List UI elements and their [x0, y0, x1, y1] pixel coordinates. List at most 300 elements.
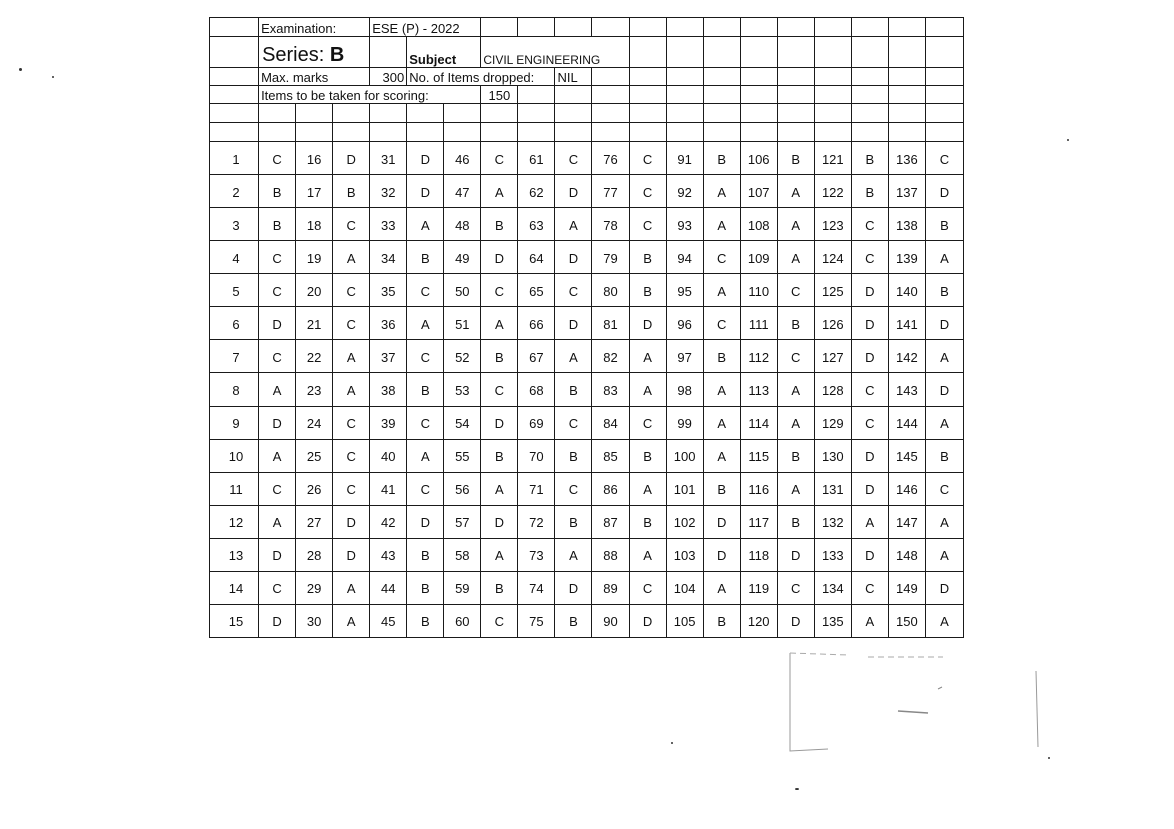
answer-letter: B — [407, 571, 444, 604]
answer-letter: C — [481, 373, 518, 406]
answer-letter: D — [851, 340, 888, 373]
question-number: 10 — [210, 439, 259, 472]
question-number: 16 — [296, 142, 333, 175]
answer-letter: A — [851, 604, 888, 637]
question-number: 3 — [210, 208, 259, 241]
answer-letter: A — [629, 373, 666, 406]
answer-letter: A — [925, 406, 963, 439]
series-value: B — [329, 44, 345, 67]
answer-letter: A — [703, 571, 740, 604]
answer-letter: D — [777, 604, 814, 637]
answer-letter: D — [407, 142, 444, 175]
question-number: 113 — [740, 373, 777, 406]
question-number: 20 — [296, 274, 333, 307]
question-number: 83 — [592, 373, 629, 406]
question-number: 108 — [740, 208, 777, 241]
answer-letter: D — [333, 538, 370, 571]
answer-letter: D — [925, 307, 963, 340]
answer-letter: D — [851, 472, 888, 505]
question-number: 14 — [210, 571, 259, 604]
question-number: 30 — [296, 604, 333, 637]
answer-row — [210, 142, 964, 175]
answer-letter: D — [555, 571, 592, 604]
blank-row — [210, 104, 964, 123]
answer-letter: A — [407, 208, 444, 241]
question-number: 115 — [740, 439, 777, 472]
question-number: 95 — [666, 274, 703, 307]
stamp-outline — [788, 651, 1040, 753]
answer-letter: C — [629, 208, 666, 241]
question-number: 50 — [444, 274, 481, 307]
question-number: 123 — [814, 208, 851, 241]
answer-letter: C — [333, 208, 370, 241]
question-number: 84 — [592, 406, 629, 439]
answer-letter: C — [481, 274, 518, 307]
question-number: 135 — [814, 604, 851, 637]
question-number: 122 — [814, 175, 851, 208]
question-number: 102 — [666, 505, 703, 538]
answer-letter: B — [407, 241, 444, 274]
answer-letter: C — [629, 571, 666, 604]
answer-letter: B — [555, 505, 592, 538]
answer-letter: B — [555, 439, 592, 472]
question-number: 49 — [444, 241, 481, 274]
answer-letter: A — [777, 208, 814, 241]
answer-row — [210, 406, 964, 439]
answer-letter: C — [777, 571, 814, 604]
question-number: 77 — [592, 175, 629, 208]
answer-letter: D — [481, 505, 518, 538]
answer-letter: A — [777, 406, 814, 439]
question-number: 7 — [210, 340, 259, 373]
answer-letter: C — [481, 604, 518, 637]
answer-letter: D — [407, 175, 444, 208]
question-number: 148 — [888, 538, 925, 571]
answer-letter: A — [259, 439, 296, 472]
answer-letter: B — [925, 274, 963, 307]
answer-letter: D — [777, 538, 814, 571]
answer-letter: B — [259, 175, 296, 208]
question-number: 114 — [740, 406, 777, 439]
answer-letter: C — [851, 373, 888, 406]
answer-letter: A — [333, 241, 370, 274]
question-number: 129 — [814, 406, 851, 439]
answer-row — [210, 307, 964, 340]
question-number: 21 — [296, 307, 333, 340]
question-number: 147 — [888, 505, 925, 538]
question-number: 96 — [666, 307, 703, 340]
header-row-series — [210, 37, 964, 68]
examination-label: Examination: — [259, 18, 370, 37]
question-number: 79 — [592, 241, 629, 274]
question-number: 32 — [370, 175, 407, 208]
question-number: 145 — [888, 439, 925, 472]
answer-letter: C — [259, 142, 296, 175]
question-number: 132 — [814, 505, 851, 538]
answer-letter: B — [407, 604, 444, 637]
answer-row — [210, 274, 964, 307]
answer-letter: B — [925, 439, 963, 472]
question-number: 54 — [444, 406, 481, 439]
question-number: 127 — [814, 340, 851, 373]
answer-letter: B — [407, 373, 444, 406]
question-number: 128 — [814, 373, 851, 406]
header-row-scoring — [210, 86, 964, 104]
answer-row — [210, 571, 964, 604]
question-number: 120 — [740, 604, 777, 637]
answer-letter: A — [777, 373, 814, 406]
question-number: 80 — [592, 274, 629, 307]
answer-letter: A — [555, 208, 592, 241]
answer-letter: B — [481, 571, 518, 604]
answer-letter: A — [555, 340, 592, 373]
scan-speck — [1067, 139, 1069, 141]
answer-letter: B — [407, 538, 444, 571]
answer-letter: A — [925, 340, 963, 373]
scan-speck — [795, 788, 799, 790]
question-number: 134 — [814, 571, 851, 604]
answer-letter: C — [851, 208, 888, 241]
answer-letter: A — [777, 241, 814, 274]
answer-letter: A — [407, 439, 444, 472]
answer-letter: A — [481, 472, 518, 505]
question-number: 25 — [296, 439, 333, 472]
question-number: 118 — [740, 538, 777, 571]
max-marks-value: 300 — [370, 68, 407, 86]
examination-value: ESE (P) - 2022 — [370, 18, 481, 37]
question-number: 68 — [518, 373, 555, 406]
answer-row — [210, 538, 964, 571]
answer-letter: C — [851, 241, 888, 274]
answer-letter: C — [333, 274, 370, 307]
question-number: 23 — [296, 373, 333, 406]
answer-letter: C — [703, 307, 740, 340]
answer-letter: B — [333, 175, 370, 208]
question-number: 111 — [740, 307, 777, 340]
answer-letter: D — [703, 538, 740, 571]
answer-letter: A — [703, 274, 740, 307]
question-number: 91 — [666, 142, 703, 175]
question-number: 101 — [666, 472, 703, 505]
series-cell — [259, 37, 370, 68]
question-number: 121 — [814, 142, 851, 175]
question-number: 137 — [888, 175, 925, 208]
answer-letter: D — [407, 505, 444, 538]
answer-row — [210, 439, 964, 472]
answer-letter: B — [703, 340, 740, 373]
question-number: 97 — [666, 340, 703, 373]
question-number: 144 — [888, 406, 925, 439]
question-number: 70 — [518, 439, 555, 472]
question-number: 140 — [888, 274, 925, 307]
answer-letter: A — [555, 538, 592, 571]
answer-letter: C — [703, 241, 740, 274]
question-number: 141 — [888, 307, 925, 340]
answer-letter: C — [555, 142, 592, 175]
faint-stamp-box — [788, 651, 1040, 753]
question-number: 24 — [296, 406, 333, 439]
items-dropped-value: NIL — [555, 68, 592, 86]
answer-letter: C — [259, 241, 296, 274]
question-number: 88 — [592, 538, 629, 571]
answer-letter: D — [851, 439, 888, 472]
question-number: 64 — [518, 241, 555, 274]
question-number: 56 — [444, 472, 481, 505]
answer-letter: C — [259, 274, 296, 307]
question-number: 61 — [518, 142, 555, 175]
question-number: 67 — [518, 340, 555, 373]
scan-speck — [671, 742, 673, 744]
question-number: 73 — [518, 538, 555, 571]
question-number: 8 — [210, 373, 259, 406]
question-number: 28 — [296, 538, 333, 571]
question-number: 55 — [444, 439, 481, 472]
question-number: 105 — [666, 604, 703, 637]
question-number: 1 — [210, 142, 259, 175]
answer-letter: C — [777, 340, 814, 373]
question-number: 110 — [740, 274, 777, 307]
answer-letter: D — [851, 538, 888, 571]
answer-letter: A — [703, 175, 740, 208]
question-number: 90 — [592, 604, 629, 637]
answer-letter: A — [925, 604, 963, 637]
question-number: 78 — [592, 208, 629, 241]
answer-key-sheet — [209, 17, 964, 638]
answer-letter: A — [259, 505, 296, 538]
answer-letter: C — [925, 472, 963, 505]
question-number: 11 — [210, 472, 259, 505]
header-row-examination — [210, 18, 964, 37]
answer-letter: A — [851, 505, 888, 538]
answer-letter: C — [777, 274, 814, 307]
answer-letter: C — [629, 175, 666, 208]
answer-letter: C — [407, 406, 444, 439]
answer-letter: D — [851, 307, 888, 340]
answer-letter: A — [333, 373, 370, 406]
question-number: 89 — [592, 571, 629, 604]
answer-letter: A — [481, 175, 518, 208]
question-number: 104 — [666, 571, 703, 604]
items-dropped-label: No. of Items dropped: — [407, 68, 555, 86]
answer-letter: B — [555, 373, 592, 406]
answer-letter: A — [629, 340, 666, 373]
answer-letter: A — [259, 373, 296, 406]
question-number: 81 — [592, 307, 629, 340]
answer-letter: C — [925, 142, 963, 175]
answer-letter: B — [777, 142, 814, 175]
question-number: 130 — [814, 439, 851, 472]
answer-letter: B — [851, 142, 888, 175]
answer-letter: C — [259, 472, 296, 505]
answer-letter: C — [629, 142, 666, 175]
answer-letter: B — [703, 142, 740, 175]
answer-letter: C — [259, 571, 296, 604]
answer-letter: A — [407, 307, 444, 340]
answer-letter: B — [777, 307, 814, 340]
question-number: 125 — [814, 274, 851, 307]
question-number: 4 — [210, 241, 259, 274]
answer-letter: B — [481, 439, 518, 472]
answer-letter: D — [925, 175, 963, 208]
question-number: 9 — [210, 406, 259, 439]
question-number: 27 — [296, 505, 333, 538]
answer-letter: B — [777, 505, 814, 538]
answer-letter: D — [925, 373, 963, 406]
answer-letter: D — [259, 604, 296, 637]
question-number: 76 — [592, 142, 629, 175]
question-number: 138 — [888, 208, 925, 241]
answer-letter: D — [555, 307, 592, 340]
question-number: 36 — [370, 307, 407, 340]
answer-row — [210, 175, 964, 208]
question-number: 65 — [518, 274, 555, 307]
answer-letter: D — [481, 241, 518, 274]
scan-speck — [19, 68, 22, 71]
question-number: 37 — [370, 340, 407, 373]
answer-letter: D — [555, 241, 592, 274]
answer-letter: B — [851, 175, 888, 208]
question-number: 74 — [518, 571, 555, 604]
answer-letter: B — [555, 604, 592, 637]
question-number: 72 — [518, 505, 555, 538]
answer-letter: A — [703, 373, 740, 406]
question-number: 60 — [444, 604, 481, 637]
answer-letter: A — [703, 406, 740, 439]
question-number: 57 — [444, 505, 481, 538]
question-number: 93 — [666, 208, 703, 241]
answer-letter: D — [703, 505, 740, 538]
question-number: 94 — [666, 241, 703, 274]
question-number: 116 — [740, 472, 777, 505]
question-number: 35 — [370, 274, 407, 307]
question-number: 42 — [370, 505, 407, 538]
answer-letter: A — [333, 340, 370, 373]
question-number: 131 — [814, 472, 851, 505]
question-number: 48 — [444, 208, 481, 241]
answer-letter: A — [333, 604, 370, 637]
answer-letter: C — [555, 274, 592, 307]
question-number: 126 — [814, 307, 851, 340]
question-number: 85 — [592, 439, 629, 472]
question-number: 22 — [296, 340, 333, 373]
question-number: 99 — [666, 406, 703, 439]
answer-letter: D — [259, 307, 296, 340]
question-number: 59 — [444, 571, 481, 604]
answer-letter: C — [333, 439, 370, 472]
blank-row — [210, 123, 964, 142]
answer-letter: A — [777, 472, 814, 505]
question-number: 75 — [518, 604, 555, 637]
question-number: 63 — [518, 208, 555, 241]
subject-label: Subject — [407, 37, 481, 68]
question-number: 86 — [592, 472, 629, 505]
answer-letter: A — [481, 538, 518, 571]
question-number: 5 — [210, 274, 259, 307]
question-number: 45 — [370, 604, 407, 637]
answer-letter: B — [629, 505, 666, 538]
question-number: 13 — [210, 538, 259, 571]
question-number: 106 — [740, 142, 777, 175]
question-number: 150 — [888, 604, 925, 637]
answer-letter: A — [333, 571, 370, 604]
answer-letter: D — [333, 142, 370, 175]
answer-letter: A — [703, 208, 740, 241]
answer-letter: A — [777, 175, 814, 208]
answer-letter: B — [481, 340, 518, 373]
question-number: 69 — [518, 406, 555, 439]
scoring-label: Items to be taken for scoring: — [259, 86, 481, 104]
answer-letter: C — [259, 340, 296, 373]
answer-letter: A — [629, 472, 666, 505]
question-number: 136 — [888, 142, 925, 175]
answer-letter: A — [481, 307, 518, 340]
answer-letter: B — [925, 208, 963, 241]
question-number: 52 — [444, 340, 481, 373]
answer-letter: D — [333, 505, 370, 538]
answer-letter: D — [629, 604, 666, 637]
answer-row — [210, 505, 964, 538]
answer-letter: D — [555, 175, 592, 208]
question-number: 46 — [444, 142, 481, 175]
answer-row — [210, 604, 964, 637]
question-number: 38 — [370, 373, 407, 406]
question-number: 15 — [210, 604, 259, 637]
question-number: 18 — [296, 208, 333, 241]
question-number: 62 — [518, 175, 555, 208]
question-number: 58 — [444, 538, 481, 571]
answer-letter: C — [407, 340, 444, 373]
question-number: 98 — [666, 373, 703, 406]
answer-row — [210, 340, 964, 373]
question-number: 139 — [888, 241, 925, 274]
answer-letter: C — [555, 406, 592, 439]
answer-letter: C — [851, 406, 888, 439]
question-number: 92 — [666, 175, 703, 208]
question-number: 29 — [296, 571, 333, 604]
question-number: 71 — [518, 472, 555, 505]
answer-letter: A — [703, 439, 740, 472]
answer-letter: B — [259, 208, 296, 241]
answer-letter: D — [629, 307, 666, 340]
answer-letter: D — [259, 406, 296, 439]
question-number: 103 — [666, 538, 703, 571]
answer-letter: B — [629, 274, 666, 307]
question-number: 66 — [518, 307, 555, 340]
answer-letter: C — [851, 571, 888, 604]
question-number: 39 — [370, 406, 407, 439]
question-number: 44 — [370, 571, 407, 604]
answer-letter: A — [629, 538, 666, 571]
question-number: 142 — [888, 340, 925, 373]
answer-letter: D — [481, 406, 518, 439]
question-number: 19 — [296, 241, 333, 274]
answer-letter: C — [333, 406, 370, 439]
scan-speck — [52, 76, 54, 78]
answer-letter: D — [925, 571, 963, 604]
question-number: 107 — [740, 175, 777, 208]
question-number: 12 — [210, 505, 259, 538]
question-number: 31 — [370, 142, 407, 175]
question-number: 33 — [370, 208, 407, 241]
answer-letter: C — [407, 472, 444, 505]
question-number: 146 — [888, 472, 925, 505]
question-number: 100 — [666, 439, 703, 472]
question-number: 149 — [888, 571, 925, 604]
question-number: 133 — [814, 538, 851, 571]
answer-letter: A — [925, 505, 963, 538]
question-number: 82 — [592, 340, 629, 373]
answer-row — [210, 241, 964, 274]
